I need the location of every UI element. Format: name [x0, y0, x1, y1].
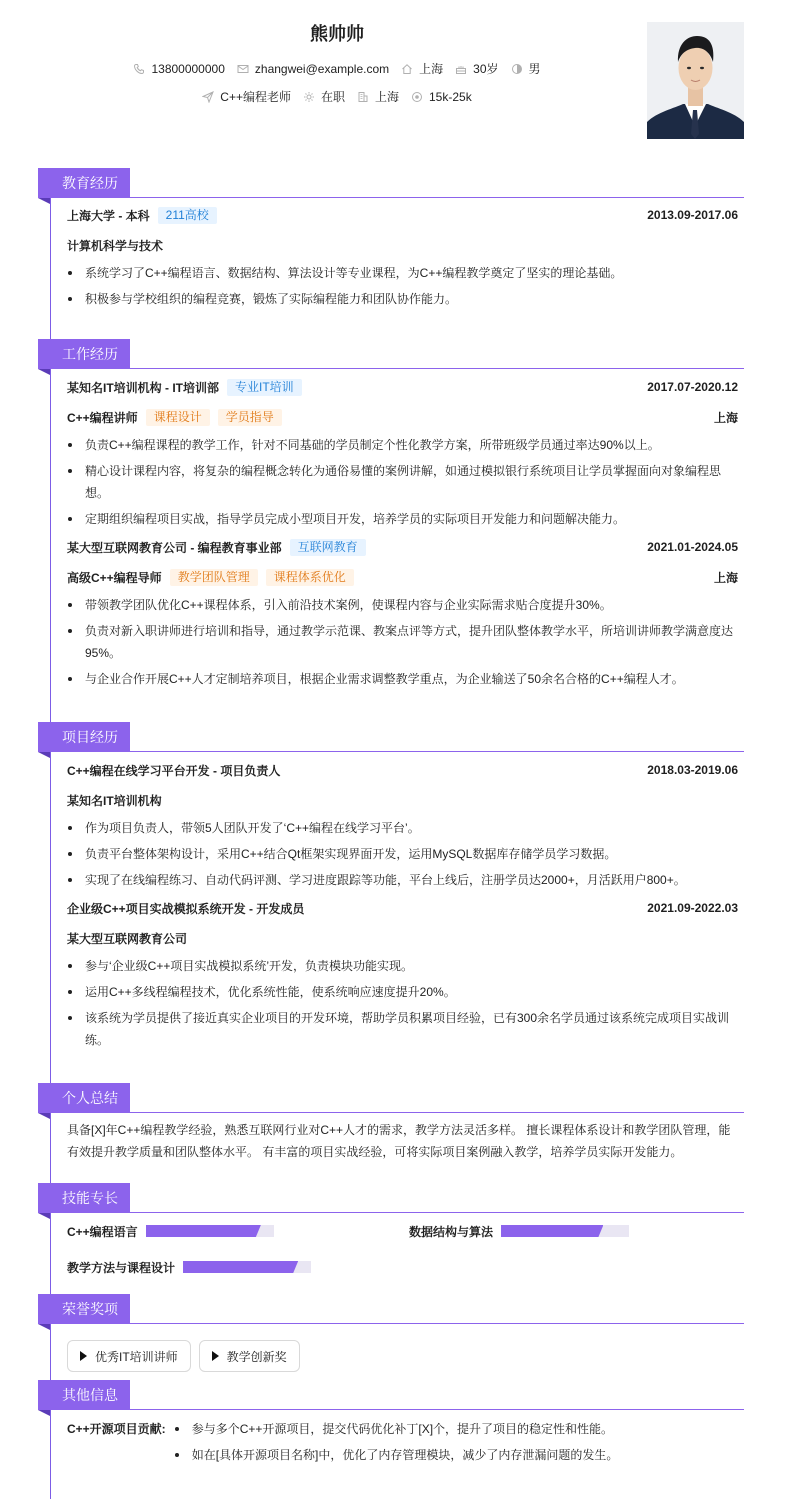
- cake-icon: [455, 63, 467, 75]
- work-item-header: [67, 378, 738, 396]
- other-label: C++开源项目贡献:: [67, 1422, 166, 1436]
- role-tag: 课程设计: [146, 409, 210, 426]
- education-date: 2013.09-2017.06: [647, 208, 738, 222]
- awards-header: [38, 1294, 744, 1324]
- phone-icon: [133, 63, 145, 75]
- job-intent-row: [0, 88, 674, 105]
- skill-item: [67, 1259, 409, 1275]
- age-item: [455, 60, 498, 77]
- skills-header: [38, 1183, 744, 1213]
- awards-title: 荣誉奖项: [38, 1294, 130, 1324]
- list-item: 实现了在线编程练习、自动代码评测、学习进度跟踪等功能，平台上线后，注册学员达2000+，月活跃用户800+。: [67, 869, 738, 891]
- summary-title: 个人总结: [38, 1083, 130, 1113]
- resume-header: [0, 0, 794, 150]
- project-org: 某大型互联网教育公司: [67, 931, 188, 946]
- location-text: 上海: [419, 62, 444, 76]
- email-item: [237, 62, 389, 76]
- project-header: [67, 899, 738, 917]
- list-item: 负责C++编程课程的教学工作，针对不同基础的学员制定个性化教学方案，所带班级学员通过率达90%以上。: [67, 434, 738, 456]
- other-header: [38, 1380, 744, 1410]
- project-org: 某知名IT培训机构: [67, 793, 162, 808]
- education-body: [38, 198, 744, 310]
- list-item: 积极参与学校组织的编程竞赛，锻炼了实际编程能力和团队协作能力。: [67, 288, 738, 310]
- project-name: 企业级C++项目实战模拟系统开发 - 开发成员: [67, 901, 305, 916]
- skills-title: 技能专长: [38, 1183, 130, 1213]
- projects-section: [38, 722, 744, 1051]
- target-city-text: 上海: [374, 90, 399, 104]
- education-section: [38, 168, 744, 310]
- salary-item: [411, 90, 472, 104]
- status-text: 在职: [320, 90, 345, 104]
- work-date: 2021.01-2024.05: [647, 540, 738, 554]
- skill-bar: [183, 1261, 311, 1273]
- list-item: 系统学习了C++编程语言、数据结构、算法设计等专业课程，为C++编程教学奠定了坚实的理论基础。: [67, 262, 738, 284]
- projects-body: [38, 752, 744, 1051]
- profile-photo: [647, 22, 744, 139]
- position-item: [202, 88, 291, 105]
- work-section: [38, 339, 744, 690]
- major-row: [67, 236, 738, 254]
- list-item: 负责对新入职讲师进行培训和指导，通过教学示范课、教案点评等方式，提升团队整体教学水平，所培训讲师教学满意度达95%。: [67, 620, 738, 664]
- gender-item: [511, 60, 541, 77]
- skills-body: [38, 1213, 744, 1275]
- salary-text: 15k-25k: [429, 89, 472, 104]
- list-item: 如在[具体开源项目名称]中，优化了内存管理模块，减少了内存泄漏问题的发生。: [174, 1444, 619, 1466]
- work-body: [38, 369, 744, 690]
- list-item: 运用C++多线程编程技术，优化系统性能，使系统响应速度提升20%。: [67, 981, 738, 1003]
- project-header: [67, 761, 738, 779]
- summary-text: 具备[X]年C++编程教学经验，熟悉互联网行业对C++人才的需求，教学方法灵活多样。 擅长课程体系设计和教学团队管理，能有效提升教学质量和团队整体水平。 有丰富的项目实战经验，可将实际项目案例融入教学，培养学员实际开发能力。: [67, 1123, 731, 1159]
- position-text: C++编程老师: [220, 90, 291, 104]
- list-item: 精心设计课程内容，将复杂的编程概念转化为通俗易懂的案例讲解，如通过模拟银行系统项目让学员掌握面向对象编程思想。: [67, 460, 738, 504]
- award-name: 教学创新奖: [226, 1349, 287, 1364]
- summary-header: [38, 1083, 744, 1113]
- status-item: [303, 88, 345, 105]
- education-bullets: [67, 262, 738, 310]
- skill-bar: [146, 1225, 274, 1237]
- skill-bar-fill: [501, 1225, 603, 1237]
- list-item: 定期组织编程项目实战，指导学员完成小型项目开发，培养学员的实际项目开发能力和问题解决能力。: [67, 508, 738, 530]
- list-item: 参与‘企业级C++项目实战模拟系统’开发，负责模块功能实现。: [67, 955, 738, 977]
- location-item: [401, 60, 443, 77]
- skill-name: 数据结构与算法: [409, 1224, 494, 1239]
- skill-name: 教学方法与课程设计: [67, 1260, 176, 1275]
- mail-icon: [237, 63, 249, 75]
- project-name: C++编程在线学习平台开发 - 项目负责人: [67, 763, 281, 778]
- gender-text: 男: [528, 62, 541, 76]
- school-name: 上海大学 - 本科: [67, 208, 150, 223]
- role-row: [67, 408, 738, 426]
- play-icon: [212, 1351, 219, 1361]
- projects-title: 项目经历: [38, 722, 130, 752]
- awards-list: [67, 1324, 738, 1372]
- award-badge: [199, 1340, 300, 1372]
- company-tag: 专业IT培训: [227, 379, 302, 396]
- award-name: 优秀IT培训讲师: [95, 1349, 178, 1364]
- skill-name: C++编程语言: [67, 1224, 138, 1239]
- project-org-row: [67, 929, 738, 947]
- skills-grid: [67, 1213, 738, 1275]
- age-text: 30岁: [473, 62, 499, 76]
- work-city: 上海: [713, 410, 738, 425]
- money-icon: [411, 91, 423, 103]
- other-section: [38, 1380, 744, 1466]
- role-row: [67, 568, 738, 586]
- summary-section: [38, 1083, 744, 1163]
- other-bullets: [174, 1418, 619, 1466]
- project-org-row: [67, 791, 738, 809]
- skill-item: [409, 1223, 709, 1239]
- work-title: 工作经历: [38, 339, 130, 369]
- gear-icon: [303, 91, 315, 103]
- phone-item: [133, 62, 224, 76]
- other-content: [67, 1410, 738, 1466]
- education-item-header: [67, 206, 738, 224]
- award-badge: [67, 1340, 191, 1372]
- work-header: [38, 339, 744, 369]
- gender-icon: [511, 63, 523, 75]
- role-name: 高级C++编程导师: [67, 570, 162, 585]
- role-name: C++编程讲师: [67, 410, 138, 425]
- play-icon: [80, 1351, 87, 1361]
- work-city: 上海: [713, 570, 738, 585]
- work-bullets: [67, 434, 738, 530]
- company-name: 某知名IT培训机构 - IT培训部: [67, 380, 219, 395]
- phone-text: 13800000000: [151, 61, 225, 76]
- work-item-header: [67, 538, 738, 556]
- list-item: 参与多个C++开源项目，提交代码优化补丁[X]个，提升了项目的稳定性和性能。: [174, 1418, 619, 1440]
- list-item: 带领教学团队优化C++课程体系，引入前沿技术案例，使课程内容与企业实际需求贴合度提升30%。: [67, 594, 738, 616]
- list-item: 与企业合作开展C++人才定制培养项目，根据企业需求调整教学重点，为企业输送了50余名合格的C++编程人才。: [67, 668, 738, 690]
- target-city-item: [357, 88, 399, 105]
- skill-bar: [501, 1225, 629, 1237]
- project-bullets: [67, 817, 738, 891]
- list-item: 该系统为学员提供了接近真实企业项目的开发环境，帮助学员积累项目经验，已有300余名学员通过该系统完成项目实战训练。: [67, 1007, 738, 1051]
- email-text: zhangwei@example.com: [254, 61, 390, 76]
- skills-section: [38, 1183, 744, 1275]
- company-name: 某大型互联网教育公司 - 编程教育事业部: [67, 540, 282, 555]
- skill-bar-fill: [183, 1261, 298, 1273]
- awards-section: [38, 1294, 744, 1372]
- awards-body: [38, 1324, 744, 1372]
- work-date: 2017.07-2020.12: [647, 380, 738, 394]
- role-tag: 学员指导: [218, 409, 282, 426]
- project-date: 2018.03-2019.06: [647, 763, 738, 777]
- education-title: 教育经历: [38, 168, 130, 198]
- education-header: [38, 168, 744, 198]
- work-bullets: [67, 594, 738, 690]
- home-icon: [401, 63, 413, 75]
- building-icon: [357, 91, 369, 103]
- projects-header: [38, 722, 744, 752]
- summary-body: [38, 1113, 744, 1163]
- role-tag: 课程体系优化: [266, 569, 354, 586]
- major-name: 计算机科学与技术: [67, 238, 164, 253]
- other-title: 其他信息: [38, 1380, 130, 1410]
- list-item: 负责平台整体架构设计，采用C++结合Qt框架实现界面开发，运用MySQL数据库存储学员学习数据。: [67, 843, 738, 865]
- role-tag: 教学团队管理: [170, 569, 258, 586]
- other-body: [38, 1410, 744, 1466]
- candidate-name: 熊帅帅: [310, 24, 364, 44]
- skill-item: [67, 1223, 409, 1239]
- project-bullets: [67, 955, 738, 1051]
- project-date: 2021.09-2022.03: [647, 901, 738, 915]
- company-tag: 互联网教育: [290, 539, 366, 556]
- send-icon: [202, 91, 214, 103]
- list-item: 作为项目负责人，带领5人团队开发了‘C++编程在线学习平台’。: [67, 817, 738, 839]
- school-tag: 211高校: [158, 207, 217, 224]
- contact-row: [0, 60, 674, 77]
- skill-bar-fill: [146, 1225, 261, 1237]
